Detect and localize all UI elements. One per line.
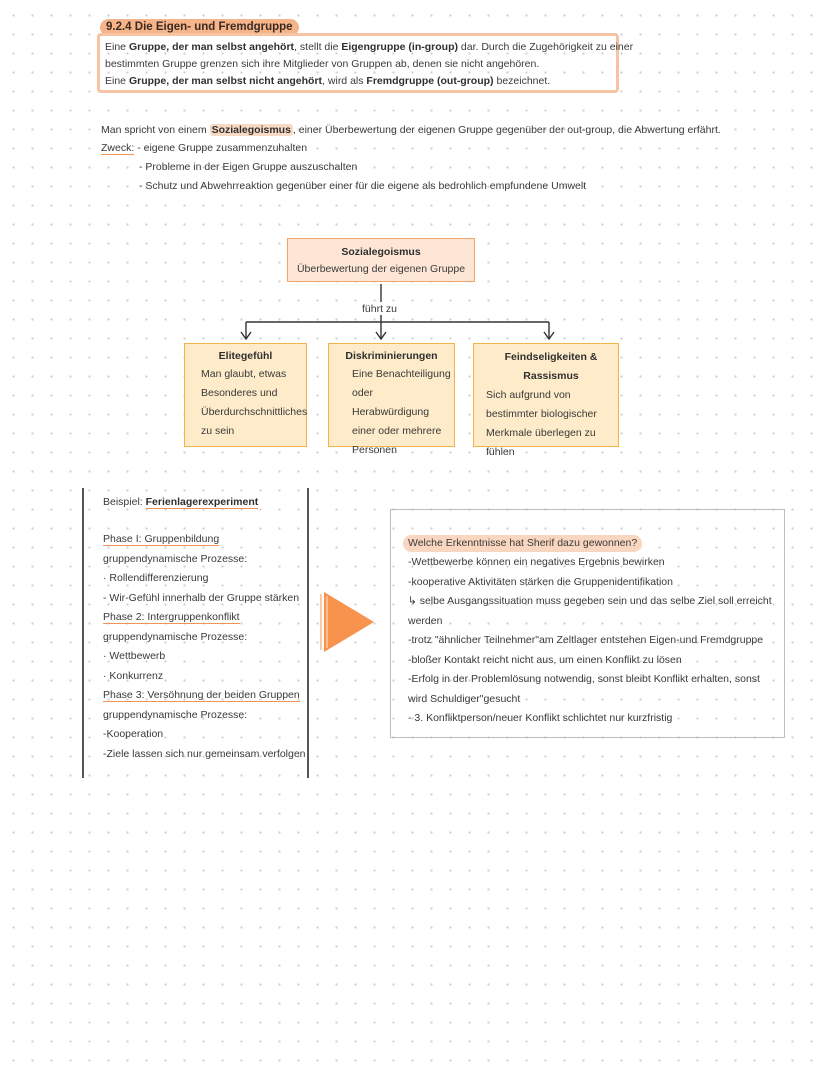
box-title: Elitegefühl [218, 350, 273, 362]
zweck-label: Zweck: [101, 142, 135, 154]
diagram-connectors [0, 0, 828, 360]
zweck-line: Zweck: - eigene Gruppe zusammenzuhalten [101, 142, 308, 154]
play-arrow-icon [320, 588, 380, 658]
definition-line-2: bestimmten Gruppe grenzen sich ihre Mitglieder von Gruppen ab, denen sie nicht angehören. [105, 58, 540, 70]
example-line: gruppendynamische Prozesse: [103, 708, 248, 721]
phase-heading: Phase I: Gruppenbildung [103, 533, 220, 545]
sozialegoismus-subtitle: Überbewertung der eigenen Gruppe [296, 263, 466, 275]
example-line: · Rollendifferenzierung [103, 572, 209, 584]
box-text: Sich aufgrund von bestimmter biologischer Merkmale überlegen zu fühlen [486, 389, 597, 458]
zweck-item: - Schutz und Abwehrreaktion gegenüber einer für die eigene als bedrohlich empfundene Umwelt [139, 180, 587, 192]
intro-paragraph: Man spricht von einem Sozialegoismus , einer Überbewertung der eigenen Gruppe gegenüber der out-group, die Abwertung erfährt. [101, 124, 721, 136]
arrow-label: führt zu [362, 303, 398, 315]
elitegefuehl-box [184, 343, 307, 447]
sozialegoismus-title: Sozialegoismus [341, 246, 421, 258]
findings-item: wird Schuldiger"gesucht [408, 692, 521, 705]
findings-list [408, 553, 772, 729]
example-title: Beispiel: Ferienlagerexperiment [103, 496, 259, 508]
sozialegoismus-term: Sozialegoismus [211, 124, 291, 136]
example-line: -Kooperation [103, 728, 164, 740]
play-arrow-shape [324, 592, 374, 652]
findings-item: werden [408, 614, 443, 627]
findings-item: -Erfolg in der Problemlösung notwendig, sonst bleibt Konflikt erhalten, sonst [408, 673, 760, 685]
findings-title: Welche Erkenntnisse hat Sherif dazu gewonnen? [403, 535, 642, 552]
example-divider-right [307, 488, 309, 778]
example-line: · Wettbewerb [103, 650, 166, 662]
definition-line-1: Eine Gruppe, der man selbst angehört, stellt die Eigengruppe (in-group) dar. Durch die Zugehörigkeit zu einer [105, 41, 634, 53]
example-line: · Konkurrenz [103, 669, 164, 682]
example-line: -Ziele lassen sich nur gemeinsam verfolgen [103, 747, 306, 760]
phase-heading: Phase 2: Intergruppenkonflikt [103, 611, 240, 623]
definition-line-3: Eine Gruppe, der man selbst nicht angehört, wird als Fremdgruppe (out-group) bezeichnet. [105, 75, 551, 87]
section-heading: 9.2.4 Die Eigen- und Fremdgruppe [100, 19, 299, 36]
rassismus-box [473, 343, 619, 458]
example-line: - Wir-Gefühl innerhalb der Gruppe stärken [103, 591, 300, 604]
findings-item: -Wettbewerbe können ein negatives Ergebnis bewirken [408, 556, 665, 568]
findings-item: ↳ selbe Ausgangssituation muss gegeben sein und das selbe Ziel soll erreicht [408, 595, 772, 607]
example-line: gruppendynamische Prozesse: [103, 552, 248, 565]
box-title: Feindseligkeiten & Rassismus [504, 351, 598, 382]
zweck-item: - Probleme in der Eigen Gruppe auszuschalten [139, 161, 358, 173]
findings-item: - 3. Konfliktperson/neuer Konflikt schlichtet nur kurzfristig [408, 712, 673, 724]
phase-heading: Phase 3: Versöhnung der beiden Gruppen [103, 689, 300, 701]
example-line: gruppendynamische Prozesse: [103, 630, 248, 643]
box-text: Eine Benachteiligung oder Herabwürdigung einer oder mehrere Personen [352, 368, 451, 456]
box-title: Diskriminierungen [345, 350, 438, 362]
example-divider-left [82, 488, 84, 778]
box-text: Man glaubt, etwas Besonderes und Überdurchschnittliches zu sein [201, 368, 308, 437]
findings-item: -kooperative Aktivitäten stärken die Gruppenidentifikation [408, 575, 673, 588]
findings-item: -trotz "ähnlicher Teilnehmer"am Zeltlager entstehen Eigen-und Fremdgruppe [408, 634, 764, 646]
example-phases [103, 530, 306, 764]
findings-item: -bloßer Kontakt reicht nicht aus, um einen Konflikt zu lösen [408, 653, 682, 666]
diskriminierungen-box [328, 343, 455, 456]
